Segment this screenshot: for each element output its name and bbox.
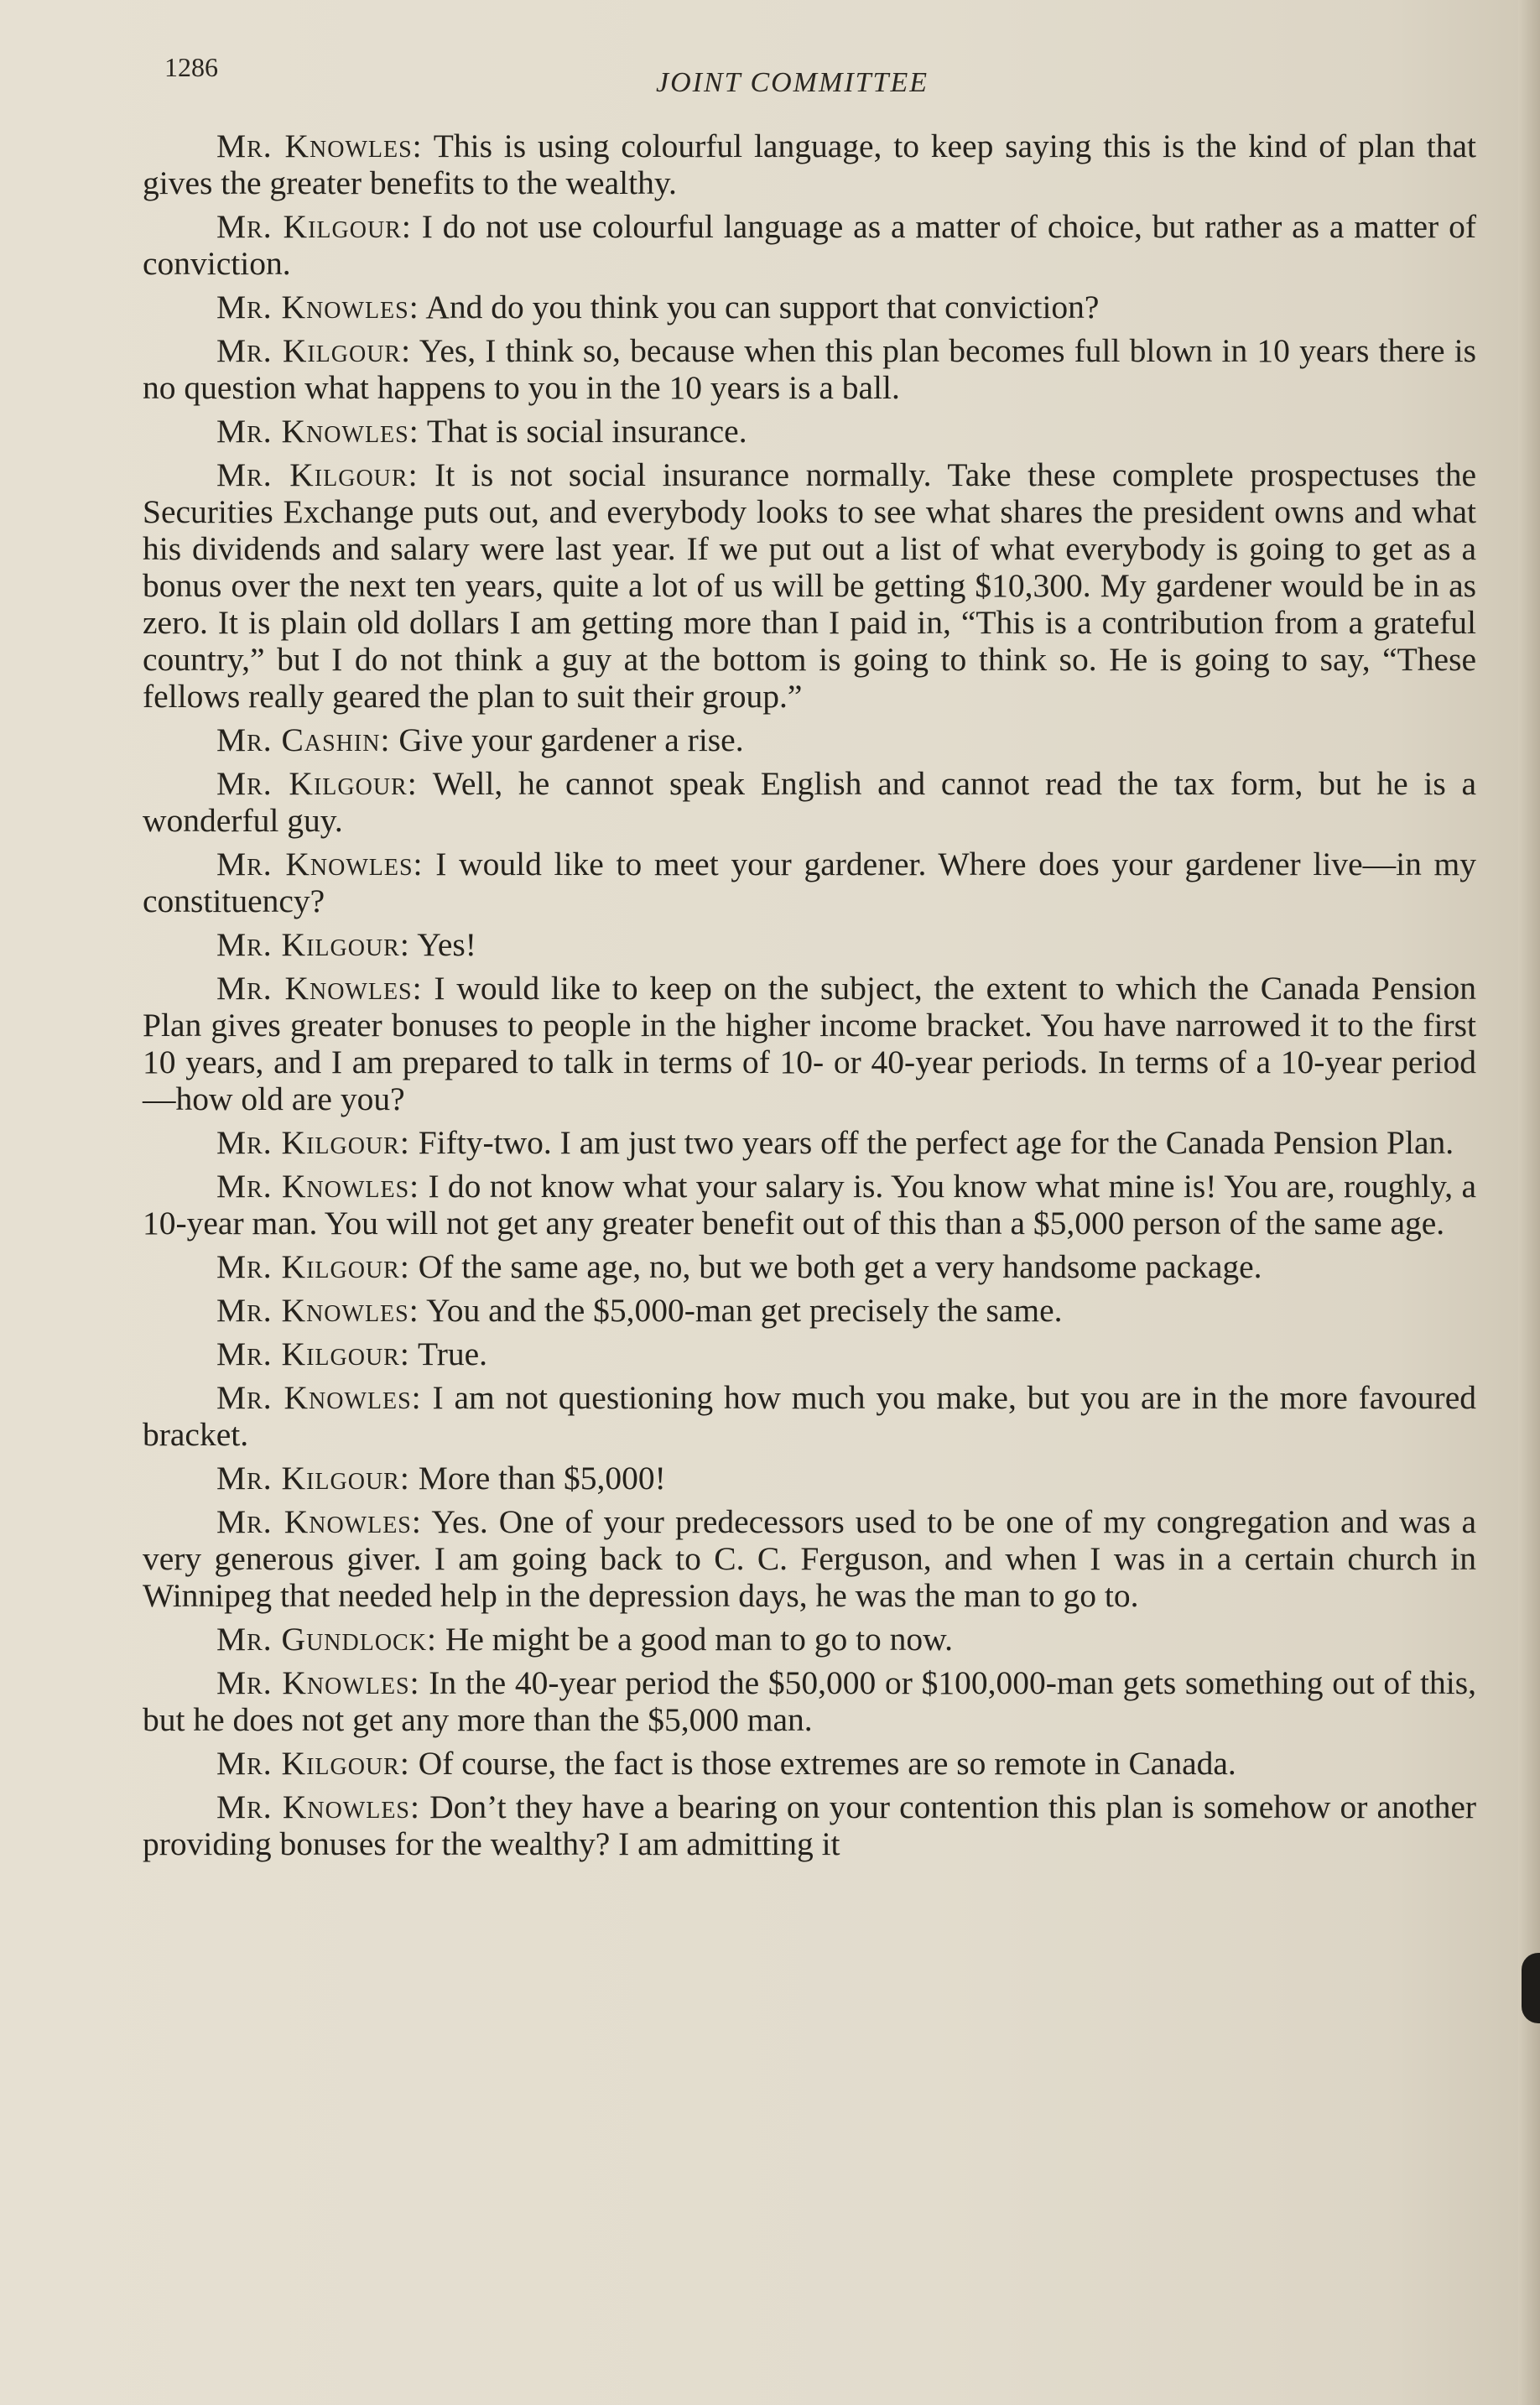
transcript-paragraph <box>143 765 1476 839</box>
transcript-paragraph <box>143 1124 1476 1161</box>
speaker-name: Mr. Knowles: <box>216 1503 422 1540</box>
speaker-name: Mr. Kilgour: <box>216 1124 410 1161</box>
speech-text: I do not know what your salary is. You know what mine is! You are, roughly, a 10-year man. You will not get any greater benefit out of this than a $5,000 person of the same age. <box>143 1168 1476 1242</box>
transcript-paragraph <box>143 1379 1476 1453</box>
speech-text: Well, he cannot speak English and cannot read the tax form, but he is a wonderful guy. <box>143 765 1476 839</box>
transcript-paragraph <box>143 1788 1476 1862</box>
transcript-paragraph <box>143 1460 1476 1497</box>
speech-text: Of course, the fact is those extremes are so remote in Canada. <box>418 1745 1236 1782</box>
transcript-paragraph <box>143 721 1476 758</box>
transcript-paragraph <box>143 208 1476 282</box>
speech-text: Yes, I think so, because when this plan becomes full blown in 10 years there is no question what happens to you in the 10 years is a ball. <box>143 332 1476 406</box>
transcript-paragraph <box>143 289 1476 325</box>
speech-text: Yes. One of your predecessors used to be one of my congregation and was a very generous giver. I am going back to C. C. Ferguson, and when I was in a certain church in Winnipeg that needed help in the depression days, he was the man to go to. <box>143 1503 1476 1614</box>
speech-text: That is social insurance. <box>426 413 747 450</box>
speaker-name: Mr. Kilgour: <box>216 1335 410 1372</box>
speech-text: True. <box>418 1335 488 1372</box>
speaker-name: Mr. Kilgour: <box>216 1248 410 1285</box>
transcript-paragraph <box>143 1664 1476 1738</box>
transcript-paragraph <box>143 1248 1476 1285</box>
speech-text: Give your gardener a rise. <box>398 721 744 758</box>
speech-text: Of the same age, no, but we both get a very handsome package. <box>418 1248 1262 1285</box>
transcript-paragraph <box>143 1621 1476 1658</box>
speech-text: This is using colourful language, to keep saying this is the kind of plan that gives the greater benefits to the wealthy. <box>143 128 1476 201</box>
speaker-name: Mr. Kilgour: <box>216 765 418 802</box>
speaker-name: Mr. Knowles: <box>216 1788 420 1825</box>
speaker-name: Mr. Knowles: <box>216 1168 420 1205</box>
speaker-name: Mr. Knowles: <box>216 1664 420 1701</box>
transcript-paragraph <box>143 1168 1476 1242</box>
speaker-name: Mr. Kilgour: <box>216 1745 410 1782</box>
speech-text: It is not social insurance normally. Take these complete prospectuses the Securities Exchange puts out, and everybody looks to see what shares the president owns and what his dividends and salary were last year. If we put out a list of what everybody is going to get as a bonus over the next ten years, quite a lot of us will be getting $10,300. My gardener would be in as zero. It is plain old dollars I am getting more than I paid in, “This is a contribution from a grateful country,” but I do not think a guy at the bottom is going to think so. He is going to say, “These fellows really geared the plan to suit their group.” <box>143 456 1477 715</box>
speaker-name: Mr. Kilgour: <box>216 332 412 369</box>
transcript-body <box>143 128 1476 1869</box>
speaker-name: Mr. Kilgour: <box>216 456 419 493</box>
speech-text: Fifty-two. I am just two years off the perfect age for the Canada Pension Plan. <box>418 1124 1454 1161</box>
page-number: 1286 <box>164 52 218 82</box>
speech-text: I am not questioning how much you make, but you are in the more favoured bracket. <box>143 1379 1476 1453</box>
speech-text: More than $5,000! <box>418 1460 666 1497</box>
speaker-name: Mr. Gundlock: <box>216 1621 437 1658</box>
transcript-paragraph <box>143 332 1476 406</box>
transcript-paragraph <box>143 970 1476 1117</box>
transcript-paragraph <box>143 926 1476 963</box>
speaker-name: Mr. Knowles: <box>216 289 419 325</box>
transcript-paragraph <box>143 1292 1476 1329</box>
running-head: JOINT COMMITTEE <box>656 67 929 98</box>
speaker-name: Mr. Kilgour: <box>216 208 412 245</box>
speaker-name: Mr. Knowles: <box>216 413 419 450</box>
speaker-name: Mr. Kilgour: <box>216 926 410 963</box>
speech-text: I would like to meet your gardener. Where does your gardener live—in my constituency? <box>143 846 1477 919</box>
speech-text: He might be a good man to go to now. <box>445 1621 954 1658</box>
speech-text: And do you think you can support that conviction? <box>425 289 1100 325</box>
transcript-paragraph <box>143 128 1476 201</box>
transcript-paragraph <box>143 1335 1476 1372</box>
transcript-paragraph <box>143 456 1476 715</box>
speech-text: I do not use colourful language as a matter of choice, but rather as a matter of conviction. <box>143 208 1476 282</box>
speaker-name: Mr. Cashin: <box>216 721 391 758</box>
speaker-name: Mr. Knowles: <box>216 128 423 164</box>
speaker-name: Mr. Knowles: <box>216 1379 422 1416</box>
speaker-name: Mr. Knowles: <box>216 1292 419 1329</box>
speech-text: In the 40-year period the $50,000 or $100,000-man gets something out of this, but he does not get any more than the $5,000 man. <box>143 1664 1477 1738</box>
speaker-name: Mr. Knowles: <box>216 970 423 1007</box>
transcript-paragraph <box>143 1745 1476 1782</box>
speaker-name: Mr. Kilgour: <box>216 1460 410 1497</box>
speech-text: Don’t they have a bearing on your contention this plan is somehow or another providing bonuses for the wealthy? I am admitting it <box>143 1788 1476 1862</box>
page-edge <box>1518 0 1540 2405</box>
speech-text: You and the $5,000-man get precisely the same. <box>426 1292 1063 1329</box>
speech-text: I would like to keep on the subject, the extent to which the Canada Pension Plan gives greater bonuses to people in the higher income bracket. You have narrowed it to the first 10 years, and I am prepared to talk in terms of 10- or 40-year periods. In terms of a 10-year period—how old are you? <box>143 970 1477 1117</box>
transcript-paragraph <box>143 1503 1476 1614</box>
speaker-name: Mr. Knowles: <box>216 846 424 882</box>
thumb-tab-marker <box>1522 1953 1540 2023</box>
transcript-paragraph <box>143 413 1476 450</box>
speech-text: Yes! <box>417 926 476 963</box>
transcript-paragraph <box>143 846 1476 919</box>
page-header <box>164 52 1473 119</box>
